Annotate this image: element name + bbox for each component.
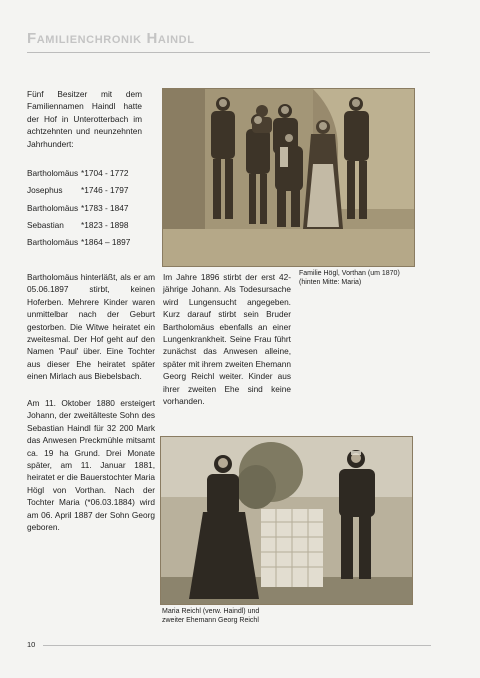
owner-name: Sebastian xyxy=(27,219,64,230)
owner-dates: *1823 - 1898 xyxy=(81,219,129,230)
footer-divider xyxy=(43,645,431,646)
page-title: Familienchronik Haindl xyxy=(27,30,195,47)
owner-dates: *1704 - 1772 xyxy=(81,168,129,178)
couple-photo-image xyxy=(161,437,412,604)
owner-name: Bartholomäus xyxy=(27,237,79,248)
page-number: 10 xyxy=(27,640,36,649)
caption-line: Familie Högl, Vorthan (um 1870) xyxy=(299,270,400,277)
couple-photo-caption xyxy=(162,607,322,625)
owner-row xyxy=(27,165,157,182)
paragraph-johann: Im Jahre 1896 stirbt der erst 42-jährige Johann. Als Todesursache wird Lungensucht angegeben. Kurz darauf stirbt sein Bruder Bartholomäus ebenfalls an einer Lungenkrankheit. Seine Frau führt zunächst das Anwesen alleine, später mit ihrem zweiten Ehemann Georg Reichl weiter. Kinder aus ihrer zweiten Ehe sind keine vorhanden. xyxy=(163,272,291,407)
paragraph-hoferben: Bartholomäus hinterläßt, als er am 05.06.1897 stirbt, keinen Hoferben. Mehrere Kinder waren unmittelbar nach der Geburt gestorben. Die Witwe heiratet ein zweitesmal. Der Hof geht auf den Namen 'Paul' über. Eine Tochter aus dieser Ehe heiratet später einen Mirlach aus Biebelsbach. xyxy=(27,272,155,382)
header-divider xyxy=(27,52,430,53)
owner-row xyxy=(27,217,157,234)
family-photo-image xyxy=(163,89,414,266)
owner-list xyxy=(27,165,157,251)
family-photo-caption xyxy=(299,269,419,287)
owner-name: Bartholomäus xyxy=(27,202,79,213)
caption-line: (hinten Mitte: Maria) xyxy=(299,279,362,287)
owner-name: Josephus xyxy=(27,185,63,196)
family-photo xyxy=(162,88,415,267)
caption-line: zweiter Ehemann Georg Reichl xyxy=(162,617,259,625)
owner-name: Bartholomäus xyxy=(27,168,79,178)
owner-dates: *1746 - 1797 xyxy=(81,185,129,196)
owner-dates: *1864 – 1897 xyxy=(81,237,131,248)
owner-row xyxy=(27,200,157,217)
owner-row xyxy=(27,182,157,199)
owner-dates: *1783 - 1847 xyxy=(81,202,129,213)
paragraph-preckmuehle: Am 11. Oktober 1880 ersteigert Johann, der zweitälteste Sohn des Sebastian Haindl für 32 200 Mark das Anwesen Preckmühle mitsamt ca. 19 ha Grund. Drei Monate später, am 11. Januar 1881, heiratet er die Bauerstochter Maria Högl von Vorthan. Nach der Tochter Maria (*06.03.1884) wird am 06. April 1887 der Sohn Georg geboren. xyxy=(27,398,155,533)
intro-paragraph: Fünf Besitzer mit dem Familiennamen Haindl hatte der Hof in Unterotterbach im achtzehnten und neunzehnten Jahrhundert: xyxy=(27,89,142,149)
owner-row xyxy=(27,234,157,251)
couple-photo xyxy=(160,436,413,605)
caption-line: Maria Reichl (verw. Haindl) und xyxy=(162,608,260,615)
